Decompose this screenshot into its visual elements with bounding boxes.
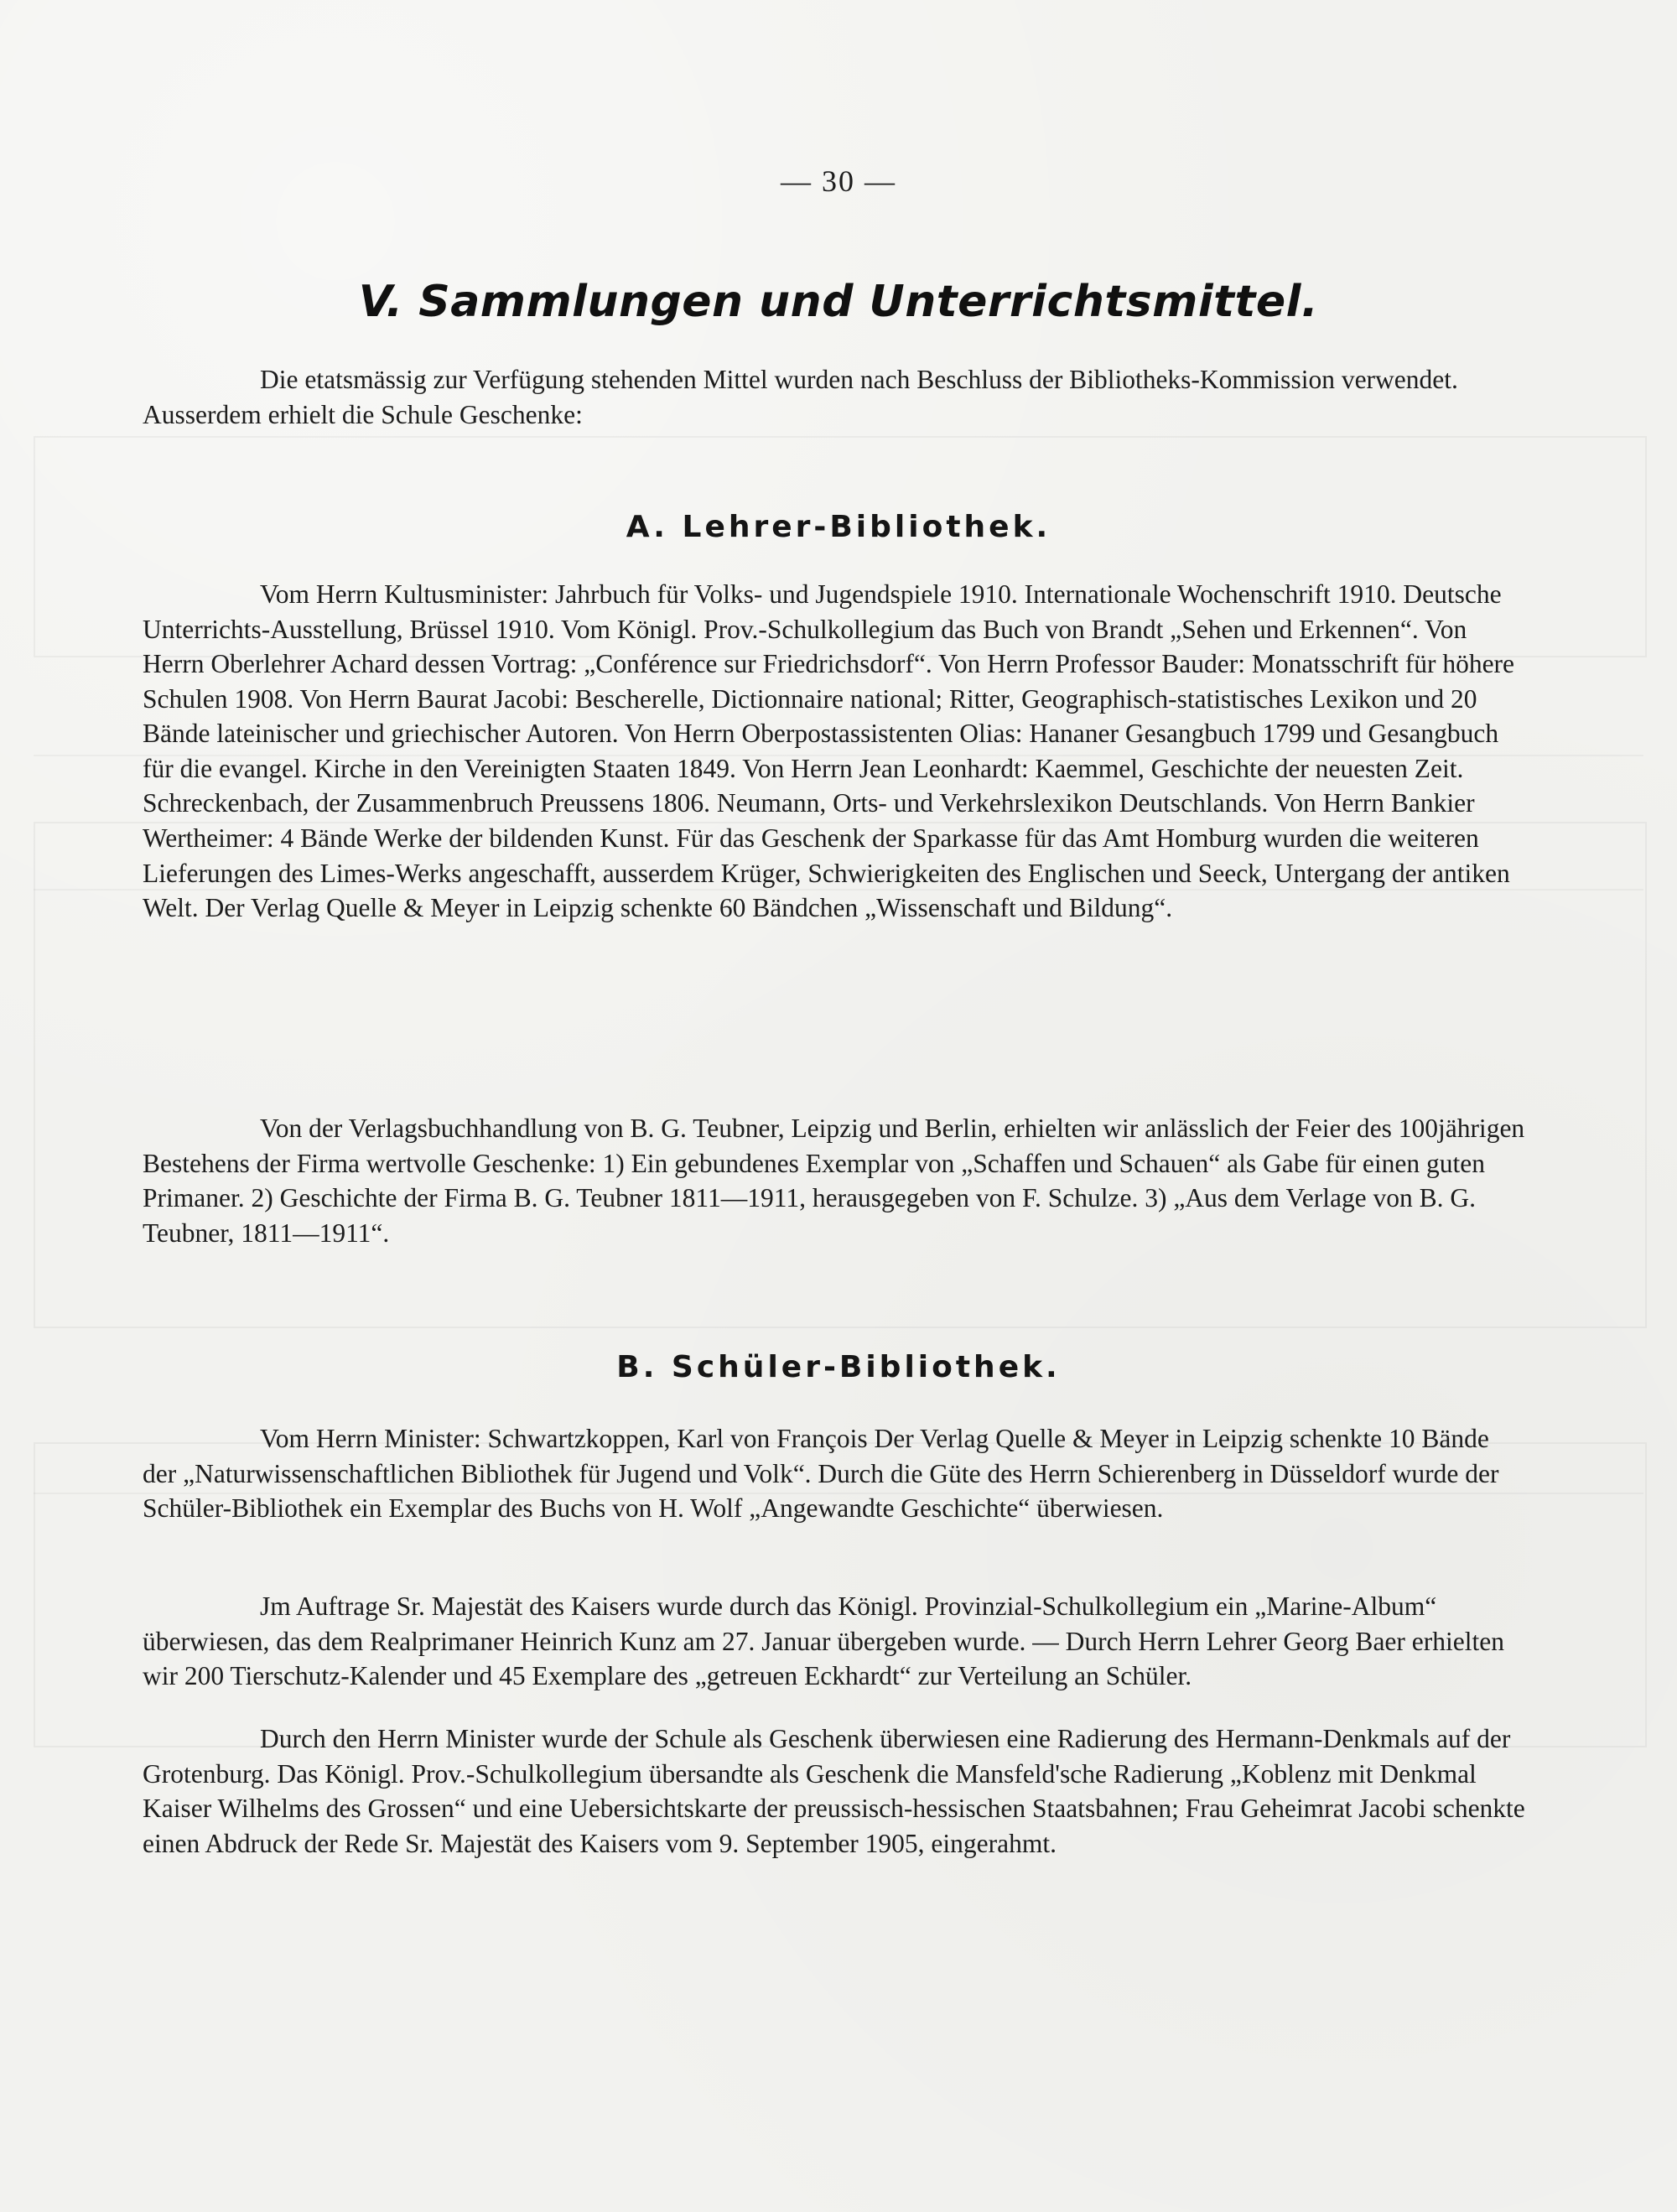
schueler-bibliothek-paragraph-1: Vom Herrn Minister: Schwartzkoppen, Karl von François Der Verlag Quelle & Meyer in Leipzig schenkte 10 Bände der „Naturwissenschaftlichen Bibliothek für Jugend und Volk“. Durch die Güte des Herrn Schierenberg in Düsseldorf wurde der Schüler-Bibliothek ein Exemplar des Buchs von H. Wolf „Angewandte Geschichte“ überwiesen.	[143, 1424, 1499, 1524]
schueler-bibliothek-section-1	[143, 1421, 1526, 1526]
schueler-bibliothek-section-3	[143, 1721, 1526, 1861]
intro-block	[143, 362, 1526, 432]
section-title: V. Sammlungen und Unterrichtsmittel.	[358, 277, 1319, 327]
schueler-bibliothek-heading-wrap	[0, 1350, 1677, 1384]
teubner-section	[143, 1111, 1526, 1250]
lehrer-bibliothek-paragraph-1: Vom Herrn Kultusminister: Jahrbuch für Volks- und Jugendspiele 1910. Internationale Wochenschrift 1910. Deutsche Unterrichts-Ausstellung, Brüssel 1910. Vom Königl. Prov.-Schulkollegium das Buch von Brandt „Sehen und Erkennen“. Von Herrn Oberlehrer Achard dessen Vortrag: „Conférence sur Friedrichsdorf“. Von Herrn Professor Bauder: Monatsschrift für höhere Schulen 1908. Von Herrn Baurat Jacobi: Bescherelle, Dictionnaire national; Ritter, Geographisch-statistisches Lexikon und 20 Bände lateinischer und griechischer Autoren. Von Herrn Oberpostassistenten Olias: Hananer Gesangbuch 1799 und Gesangbuch für die evangel. Kirche in den Vereinigten Staaten 1849. Von Herrn Jean Leonhardt: Kaemmel, Geschichte der neuesten Zeit. Schreckenbach, der Zusammenbruch Preussens 1806. Neumann, Orts- und Verkehrslexikon Deutschlands. Von Herrn Bankier Wertheimer: 4 Bände Werke der bildenden Kunst. Für das Geschenk der Sparkasse für das Amt Homburg wurden die weiteren Lieferungen des Limes-Werks angeschafft, ausserdem Krüger, Schwierigkeiten des Englischen und Seeck, Untergang der antiken Welt. Der Verlag Quelle & Meyer in Leipzig schenkte 60 Bändchen „Wissenschaft und Bildung“.	[143, 579, 1515, 923]
schueler-bibliothek-section-2	[143, 1589, 1526, 1694]
page-number: — 30 —	[781, 164, 896, 198]
schueler-bibliothek-paragraph-3: Durch den Herrn Minister wurde der Schule als Geschenk überwiesen eine Radierung des Hermann-Denkmals auf der Grotenburg. Das Königl. Prov.-Schulkollegium übersandte als Geschenk die Mansfeld'sche Radierung „Koblenz mit Denkmal Kaiser Wilhelms des Grossen“ und eine Uebersichtskarte der preussisch-hessischen Staatsbahnen; Frau Geheimrat Jacobi schenkte einen Abdruck der Rede Sr. Majestät des Kaisers vom 9. September 1905, eingerahmt.	[143, 1724, 1525, 1858]
schueler-bibliothek-paragraph-2: Jm Auftrage Sr. Majestät des Kaisers wurde durch das Königl. Provinzial-Schulkollegium ein „Marine-Album“ überwiesen, das dem Realprimaner Heinrich Kunz am 27. Januar übergeben wurde. — Durch Herrn Lehrer Georg Baer erhielten wir 200 Tierschutz-Kalender und 45 Exemplare des „getreuen Eckhardt“ zur Verteilung an Schüler.	[143, 1591, 1504, 1691]
lehrer-bibliothek-heading: A. Lehrer-Bibliothek.	[626, 510, 1051, 544]
schueler-bibliothek-heading: B. Schüler-Bibliothek.	[616, 1350, 1061, 1384]
lehrer-bibliothek-paragraph-2: Von der Verlagsbuchhandlung von B. G. Teubner, Leipzig und Berlin, erhielten wir anlässlich der Feier des 100jährigen Bestehens der Firma wertvolle Geschenke: 1) Ein gebundenes Exemplar von „Schaffen und Schauen“ als Gabe für einen guten Primaner. 2) Geschichte der Firma B. G. Teubner 1811—1911, herausgegeben von F. Schulze. 3) „Aus dem Verlage von B. G. Teubner, 1811—1911“.	[143, 1114, 1525, 1248]
lehrer-bibliothek-heading-wrap	[0, 510, 1677, 544]
intro-paragraph: Die etatsmässig zur Verfügung stehenden Mittel wurden nach Beschluss der Bibliotheks-Kommission verwendet. Ausserdem erhielt die Schule Geschenke:	[143, 365, 1458, 429]
lehrer-bibliothek-section	[143, 577, 1526, 926]
